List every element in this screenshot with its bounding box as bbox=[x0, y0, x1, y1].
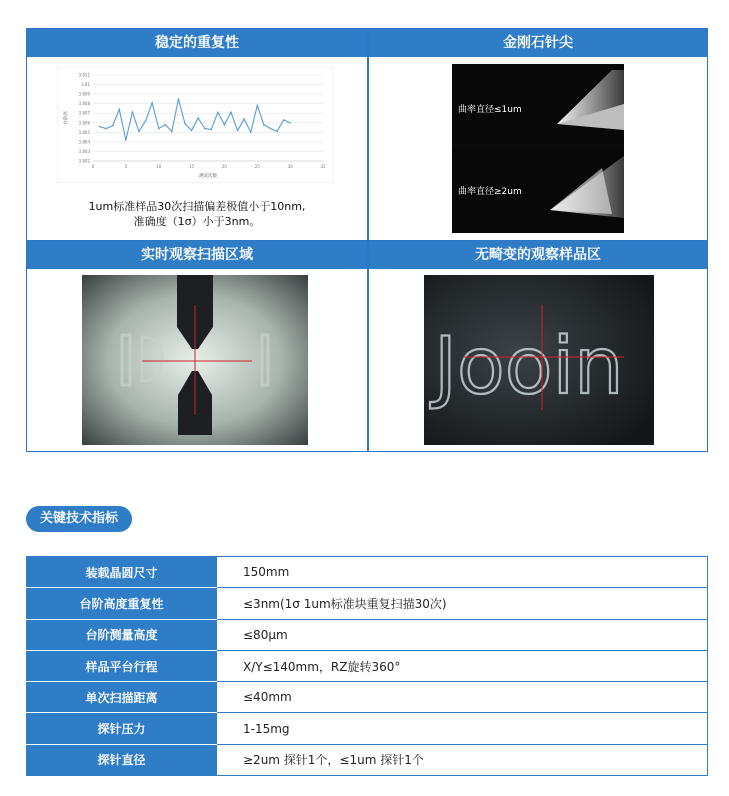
spec-value: 150mm bbox=[217, 557, 708, 588]
data-point bbox=[224, 124, 226, 126]
table-row bbox=[27, 557, 708, 588]
y-axis-label: 台阶高 bbox=[64, 111, 69, 125]
x-tick-label: 25 bbox=[254, 164, 260, 169]
table-row bbox=[27, 744, 708, 775]
x-tick-label: 5 bbox=[124, 164, 128, 169]
spec-label: 台阶测量高度 bbox=[27, 619, 217, 650]
data-point bbox=[118, 109, 120, 111]
data-point bbox=[197, 117, 199, 119]
diamond-tip-photo bbox=[452, 64, 624, 233]
panel-title: 无畸变的观察样品区 bbox=[369, 241, 707, 269]
realtime-scan-photo bbox=[82, 275, 308, 445]
y-tick-label: 3.809 bbox=[78, 91, 90, 97]
panel-diamond-tip bbox=[369, 29, 707, 240]
data-point bbox=[283, 119, 285, 121]
x-tick-label: 10 bbox=[156, 164, 162, 169]
y-tick-label: 3.808 bbox=[78, 101, 90, 107]
spec-table bbox=[26, 556, 708, 776]
spec-value: ≤3nm(1σ 1um标准块重复扫描30次) bbox=[217, 588, 708, 619]
tip-label-top: 曲率直径≤1um bbox=[458, 105, 522, 115]
data-point bbox=[132, 111, 134, 113]
repeatability-caption-2: 准确度（1σ）小于3nm。 bbox=[133, 215, 261, 228]
data-point bbox=[289, 122, 291, 124]
data-point bbox=[145, 120, 147, 122]
panel-sample-area bbox=[369, 241, 707, 451]
y-tick-label: 3.807 bbox=[78, 110, 90, 116]
data-point bbox=[243, 118, 245, 120]
spec-value: X/Y≤140mm，RZ旋转360° bbox=[217, 650, 708, 681]
y-tick-label: 3.804 bbox=[78, 139, 90, 145]
data-point bbox=[178, 98, 180, 100]
x-tick-label: 30 bbox=[287, 164, 293, 169]
y-tick-label: 3.802 bbox=[78, 158, 90, 164]
data-point bbox=[125, 139, 127, 141]
data-point bbox=[230, 111, 232, 113]
data-point bbox=[184, 123, 186, 125]
data-point bbox=[164, 124, 166, 126]
panel-title: 金刚石针尖 bbox=[369, 29, 707, 57]
data-point bbox=[151, 102, 153, 104]
y-tick-label: 3.803 bbox=[78, 148, 90, 154]
tip-label-bottom: 曲率直径≥2um bbox=[458, 187, 522, 197]
data-point bbox=[263, 124, 265, 126]
data-point bbox=[256, 105, 258, 107]
spec-label: 单次扫描距离 bbox=[27, 682, 217, 713]
x-tick-label: 15 bbox=[189, 164, 195, 169]
y-tick-label: 3.811 bbox=[78, 72, 90, 78]
table-row bbox=[27, 619, 708, 650]
data-point bbox=[171, 131, 173, 133]
panel-title: 实时观察扫描区域 bbox=[27, 241, 367, 269]
sample-area-photo bbox=[424, 275, 654, 445]
y-tick-label: 3.806 bbox=[78, 120, 90, 126]
table-row bbox=[27, 650, 708, 681]
y-tick-label: 3.81 bbox=[81, 82, 90, 88]
table-row bbox=[27, 682, 708, 713]
data-point bbox=[217, 111, 219, 113]
data-point bbox=[210, 129, 212, 131]
data-point bbox=[250, 132, 252, 134]
data-point bbox=[99, 126, 101, 128]
data-point bbox=[112, 125, 114, 127]
panel-title: 稳定的重复性 bbox=[27, 29, 367, 57]
spec-label: 样品平台行程 bbox=[27, 650, 217, 681]
repeatability-caption-1: 1um标准样品30次扫描偏差极值小于10nm, bbox=[88, 200, 306, 213]
sample-engraved-text: Jooin bbox=[434, 322, 624, 412]
spec-label: 探针直径 bbox=[27, 744, 217, 775]
x-tick-label: 35 bbox=[320, 164, 326, 169]
x-tick-label: 0 bbox=[91, 164, 95, 169]
feature-grid bbox=[26, 28, 708, 452]
data-point bbox=[237, 130, 239, 132]
data-point bbox=[270, 128, 272, 130]
table-row bbox=[27, 588, 708, 619]
panel-repeatability bbox=[27, 29, 367, 240]
data-point bbox=[276, 131, 278, 133]
spec-label: 探针压力 bbox=[27, 713, 217, 744]
spec-label: 台阶高度重复性 bbox=[27, 588, 217, 619]
x-tick-label: 20 bbox=[221, 164, 227, 169]
spec-value: 1-15mg bbox=[217, 713, 708, 744]
x-axis-label: 测试次数 bbox=[199, 174, 217, 179]
panel-realtime-view bbox=[27, 241, 367, 451]
data-point bbox=[138, 131, 140, 133]
table-row bbox=[27, 713, 708, 744]
spec-label: 装载晶圆尺寸 bbox=[27, 557, 217, 588]
section-title: 关键技术指标 bbox=[26, 506, 132, 532]
data-point bbox=[191, 130, 193, 132]
data-point bbox=[204, 128, 206, 130]
spec-value: ≥2um 探针1个，≤1um 探针1个 bbox=[217, 744, 708, 775]
spec-value: ≤40mm bbox=[217, 682, 708, 713]
spec-value: ≤80μm bbox=[217, 619, 708, 650]
data-point bbox=[105, 128, 107, 130]
data-point bbox=[158, 128, 160, 130]
y-tick-label: 3.805 bbox=[78, 129, 90, 135]
repeatability-line-chart bbox=[57, 67, 333, 183]
